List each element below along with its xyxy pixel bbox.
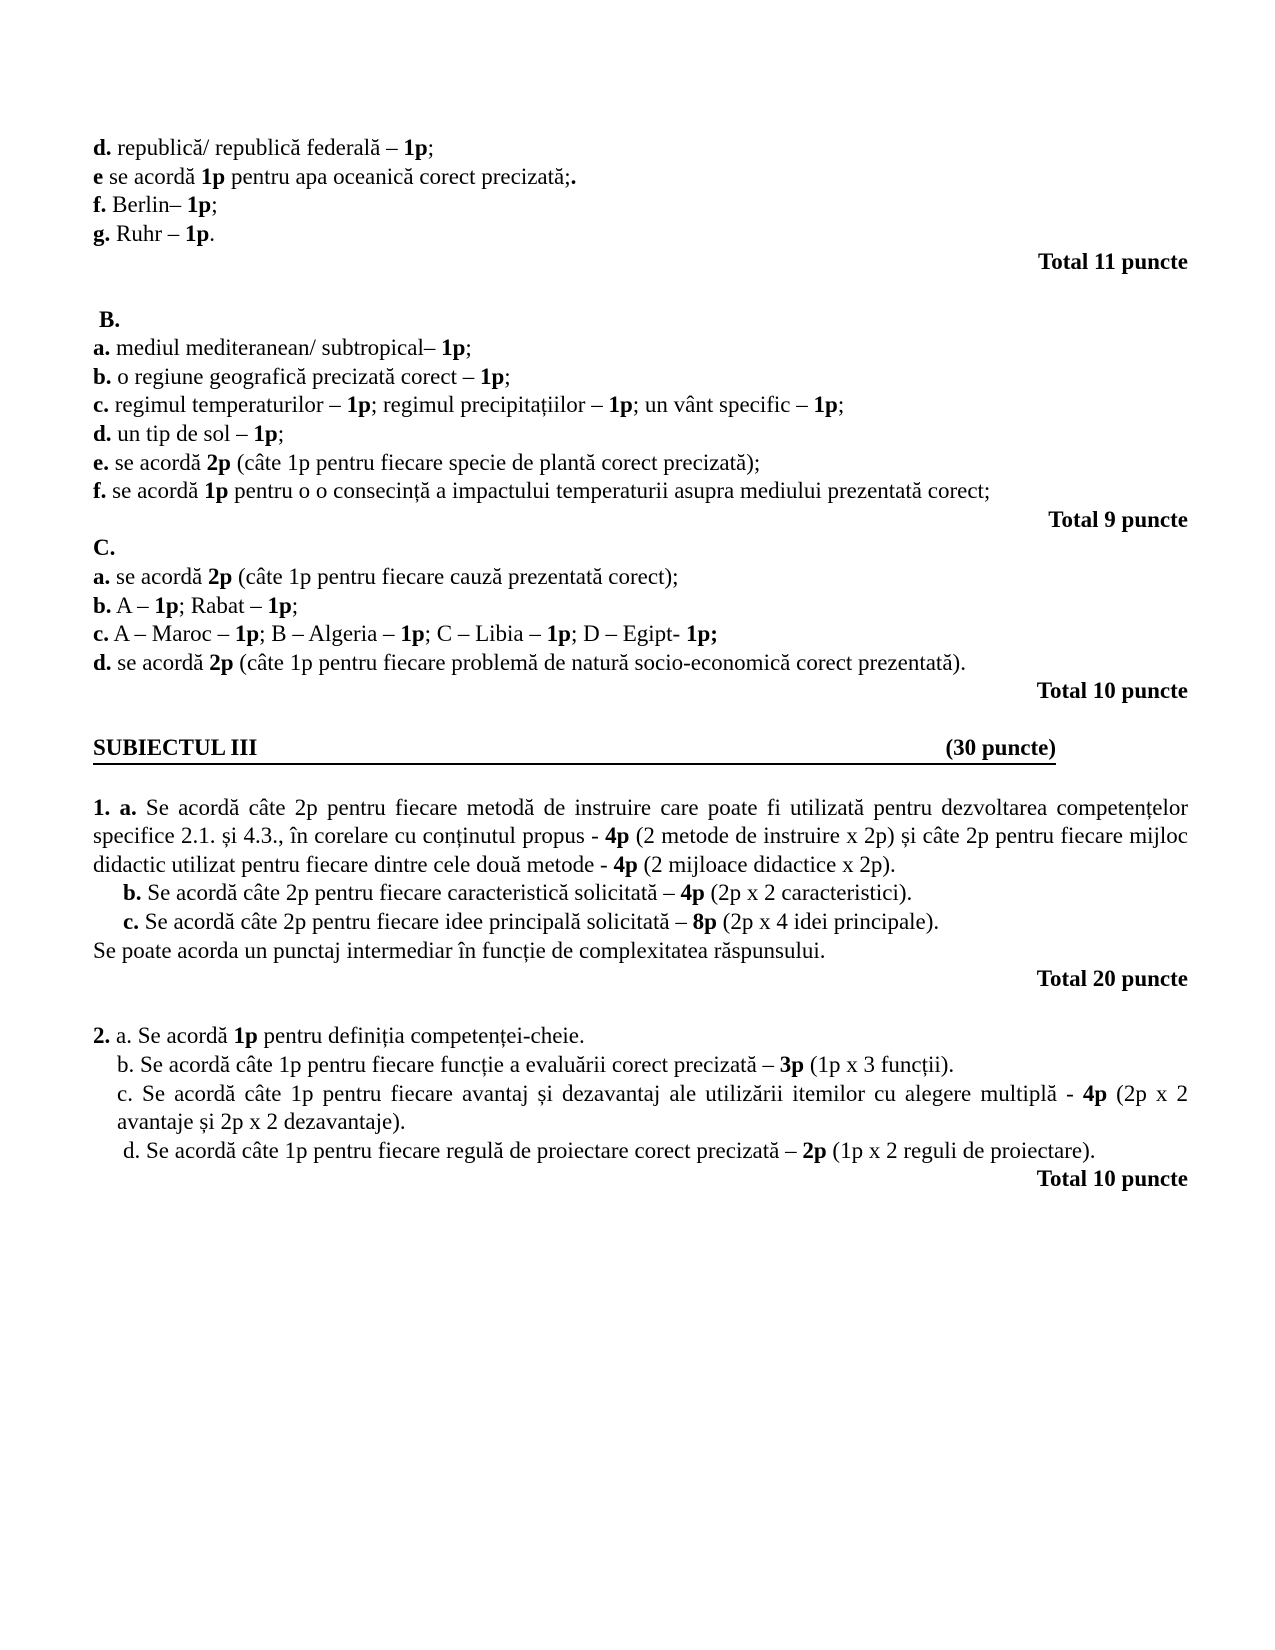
question-2d xyxy=(93,1137,1188,1166)
item-label: e. xyxy=(93,449,109,475)
section-c-heading xyxy=(93,534,1188,563)
item-text: ; un vânt specific – xyxy=(632,392,814,418)
total-text: Total 10 puncte xyxy=(1036,678,1188,704)
item-label: a. xyxy=(93,563,111,589)
item-end: pentru definiția competenței-cheie. xyxy=(257,1023,585,1049)
subject-iii-heading xyxy=(93,734,1056,765)
item-prefix: se acordă xyxy=(116,563,208,589)
note-text: Se poate acorda un punctaj intermediar în funcție de complexitatea răspunsului. xyxy=(93,937,826,963)
item-end: (2p x 4 idei principale). xyxy=(716,909,940,935)
item-text: ; regimul precipitațiilor – xyxy=(370,392,609,418)
heading-text: C. xyxy=(93,535,116,561)
item-b-e xyxy=(93,449,1188,478)
section-b-heading xyxy=(93,306,1188,335)
item-points: 3p xyxy=(779,1052,805,1077)
question-1c xyxy=(93,908,1188,937)
document-page xyxy=(93,134,1188,1194)
item-prefix: se acordă xyxy=(112,478,205,504)
item-end: . xyxy=(209,220,216,246)
item-a-g xyxy=(93,220,1188,249)
item-end: ; xyxy=(504,363,511,389)
item-text: (câte 1p pentru fiecare cauză prezentată corect); xyxy=(238,563,679,589)
item-end: (2p x 2 caracteristici). xyxy=(704,880,913,906)
item-end: ; xyxy=(465,335,472,361)
spacer xyxy=(93,706,1188,735)
subject-points: (30 puncte) xyxy=(945,735,1056,761)
spacer xyxy=(93,277,1188,306)
item-b-f xyxy=(93,477,1188,506)
item-points: 1p xyxy=(234,621,260,647)
item-points: 2p xyxy=(802,1137,827,1163)
item-text: ; D – Egipt- xyxy=(570,621,686,647)
item-b-c xyxy=(93,391,1188,420)
item-text: (2 mijloace didactice x 2p). xyxy=(637,851,896,877)
question-1-note xyxy=(93,937,1188,966)
item-end: ; xyxy=(291,592,299,618)
question-2c xyxy=(93,1080,1188,1137)
item-points: 1p xyxy=(204,478,229,504)
item-label: c. xyxy=(93,621,109,647)
question-1-total xyxy=(93,965,1188,994)
item-text: A – xyxy=(116,592,155,618)
spacer xyxy=(93,994,1188,1023)
item-a-d xyxy=(93,134,1188,163)
item-end: . xyxy=(570,163,577,189)
item-points: 1p xyxy=(154,592,179,618)
item-text: Berlin– xyxy=(112,192,187,218)
question-2a xyxy=(93,1022,1188,1051)
item-text: Se acordă câte 2p pentru fiecare metodă de instruire care poate fi utilizată pentru dezvoltarea competențelor specifice 2.1. și 4.3., în corelare cu conținutul propus - xyxy=(93,794,1189,849)
item-prefix: se acordă xyxy=(114,449,207,475)
item-text: o regiune geografică precizată corect – xyxy=(117,363,480,389)
item-label: a. xyxy=(93,335,111,361)
item-text: ; Rabat – xyxy=(178,592,268,618)
item-text: mediul mediteranean/ subtropical– xyxy=(116,335,442,361)
item-label: f. xyxy=(93,192,107,218)
item-text: regimul temperaturilor – xyxy=(114,392,347,418)
item-label: e xyxy=(93,163,104,189)
item-text: (câte 1p pentru fiecare specie de plantă corect precizată); xyxy=(236,449,761,475)
item-points: 1p xyxy=(186,192,212,218)
item-label: d. xyxy=(93,135,112,160)
item-prefix: se acordă xyxy=(108,163,201,189)
section-c-total xyxy=(93,677,1188,706)
item-points: 1p xyxy=(253,420,278,446)
item-end: ; xyxy=(211,192,218,218)
item-points: 1p xyxy=(185,220,210,246)
item-prefix: se acordă xyxy=(117,649,210,675)
item-b-a xyxy=(93,334,1188,363)
question-2-total xyxy=(93,1165,1188,1194)
item-a-e xyxy=(93,163,1188,192)
item-text: Se acordă câte 2p pentru fiecare idee principală solicitată – xyxy=(138,909,693,935)
total-text: Total 20 puncte xyxy=(1036,966,1188,992)
item-label: d. xyxy=(93,649,112,675)
question-2b xyxy=(93,1051,1188,1080)
item-points: 2p xyxy=(206,449,231,475)
item-end: (1p x 2 reguli de proiectare). xyxy=(826,1137,1096,1163)
item-points: 1p xyxy=(546,621,571,647)
item-b-d xyxy=(93,420,1188,449)
item-label: 2. xyxy=(93,1023,111,1049)
item-end: ; xyxy=(837,392,845,418)
item-text: c. Se acordă câte 1p pentru fiecare avantaj și dezavantaj ale utilizării itemilor cu alegere multiplă - xyxy=(117,1080,1083,1106)
item-label: b. xyxy=(123,880,142,906)
question-1b xyxy=(93,879,1188,908)
item-text: Ruhr – xyxy=(116,220,185,246)
item-points: 1p xyxy=(400,621,425,647)
section-b-total xyxy=(93,506,1188,535)
item-points: 2p xyxy=(207,563,233,589)
item-points: 1p xyxy=(346,392,371,418)
item-label: c. xyxy=(123,909,139,935)
section-a-total xyxy=(93,248,1188,277)
item-c-c xyxy=(93,620,1188,649)
item-text: d. Se acordă câte 1p pentru fiecare regulă de proiectare corect precizată – xyxy=(123,1137,803,1163)
item-points: 4p xyxy=(1082,1080,1108,1106)
item-points: 4p xyxy=(605,823,630,849)
item-text: republică/ republică federală – xyxy=(117,135,404,160)
item-text: (câte 1p pentru fiecare problemă de natură socio-economică corect prezentată). xyxy=(239,649,966,675)
item-label: 1. a. xyxy=(93,794,137,820)
total-text: Total 9 puncte xyxy=(1048,506,1188,532)
item-points: 4p xyxy=(613,851,638,877)
total-text: Total 11 puncte xyxy=(1038,249,1188,275)
item-text: a. Se acordă xyxy=(110,1023,234,1049)
item-end: (1p x 3 funcții). xyxy=(804,1052,955,1077)
item-end: ; xyxy=(277,420,285,446)
item-text: pentru apa oceanică corect precizată; xyxy=(230,163,571,189)
item-text: A – Maroc – xyxy=(113,621,235,647)
item-points: 1p; xyxy=(685,621,718,647)
item-c-d xyxy=(93,649,1188,678)
item-label: b. xyxy=(93,592,112,618)
question-1a xyxy=(93,794,1188,880)
item-points: 2p xyxy=(209,649,234,675)
item-c-a xyxy=(93,563,1188,592)
item-b-b xyxy=(93,363,1188,392)
spacer xyxy=(93,765,1188,794)
item-end: ; xyxy=(427,135,435,160)
item-points: 1p xyxy=(267,592,292,618)
item-label: g. xyxy=(93,220,111,246)
item-a-f xyxy=(93,191,1188,220)
item-text: un tip de sol – xyxy=(117,420,254,446)
item-points: 8p xyxy=(692,909,717,935)
item-points: 1p xyxy=(403,135,428,160)
item-text: ; B – Algeria – xyxy=(259,621,401,647)
item-label: c. xyxy=(93,392,109,418)
item-label: f. xyxy=(93,478,107,504)
item-points: 1p xyxy=(813,392,838,418)
item-points: 4p xyxy=(680,880,705,906)
item-label: b. xyxy=(93,363,112,389)
item-label: d. xyxy=(93,420,112,446)
item-text: Se acordă câte 2p pentru fiecare caracteristică solicitată – xyxy=(141,880,681,906)
item-text: ; C – Libia – xyxy=(424,621,547,647)
item-points: 1p xyxy=(233,1023,258,1049)
item-end: (2p x 2 avantaje și 2p x 2 dezavantaje). xyxy=(117,1080,1188,1135)
item-text: (2 metode de instruire x 2p) și câte 2p pentru fiecare mijloc didactic utilizat pentru fiecare dintre cele două metode - xyxy=(93,823,1188,877)
item-points: 1p xyxy=(479,363,505,389)
item-points: 1p xyxy=(608,392,633,418)
heading-text: B. xyxy=(99,306,121,332)
subject-title: SUBIECTUL III xyxy=(93,735,258,761)
item-points: 1p xyxy=(200,163,226,189)
total-text: Total 10 puncte xyxy=(1036,1166,1188,1192)
item-points: 1p xyxy=(441,335,466,361)
item-text: b. Se acordă câte 1p pentru fiecare funcție a evaluării corect precizată – xyxy=(117,1052,780,1077)
item-c-b xyxy=(93,592,1188,621)
item-text: pentru o o consecință a impactului temperaturii asupra mediului prezentată corect; xyxy=(234,478,991,504)
